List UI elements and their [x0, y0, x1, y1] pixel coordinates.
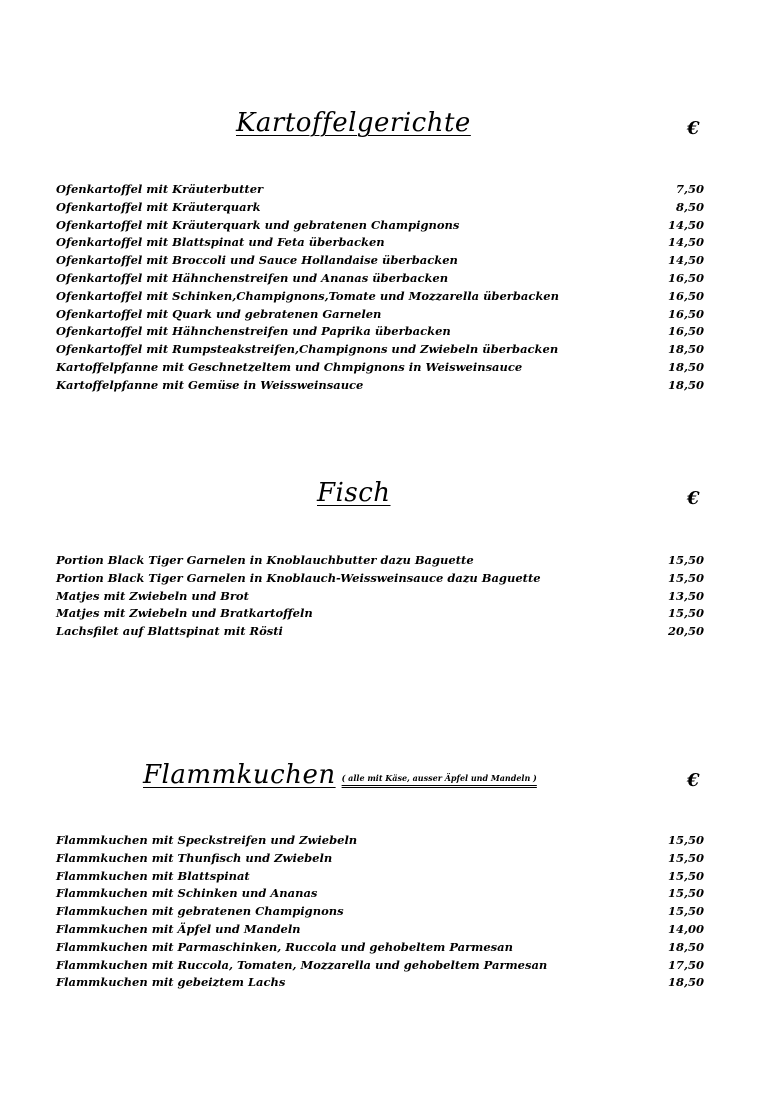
menu-item-price: 8,50	[675, 199, 704, 214]
menu-item-name: Matjes mit Zwiebeln und Brot	[56, 588, 249, 603]
menu-item-name: Ofenkartoffel mit Schinken,Champignons,Tomate und Mozzarella überbacken	[56, 288, 559, 303]
menu-item-name: Ofenkartoffel mit Kräuterquark	[56, 199, 261, 214]
menu-item-price: 15,50	[667, 570, 704, 585]
menu-item-price: 16,50	[667, 270, 704, 285]
menu-list	[56, 181, 704, 395]
menu-list	[56, 832, 704, 992]
menu-item-price: 14,50	[667, 235, 704, 250]
menu-item-price: 17,50	[667, 957, 704, 972]
menu-item-price: 18,50	[667, 342, 704, 357]
section-title	[143, 760, 537, 790]
menu-item-name: Ofenkartoffel mit Broccoli und Sauce Hollandaise überbacken	[56, 253, 458, 268]
menu-item-name: Matjes mit Zwiebeln und Bratkartoffeln	[56, 606, 313, 621]
menu-item-name: Ofenkartoffel mit Kräuterquark und gebratenen Champignons	[56, 217, 460, 232]
menu-item-name: Flammkuchen mit Speckstreifen und Zwiebeln	[56, 833, 358, 847]
menu-item-price: 7,50	[675, 182, 704, 196]
menu-item	[56, 359, 704, 377]
menu-item	[56, 552, 704, 570]
menu-item	[56, 850, 704, 868]
menu-item-price: 15,50	[667, 868, 704, 883]
menu-item	[56, 588, 704, 606]
menu-item	[56, 341, 704, 359]
menu-item	[56, 323, 704, 341]
menu-item	[56, 252, 704, 270]
menu-item-price: 16,50	[667, 324, 704, 339]
menu-item	[56, 605, 704, 623]
menu-item-price: 16,50	[667, 306, 704, 321]
menu-item	[56, 270, 704, 288]
menu-item	[56, 957, 704, 975]
currency-symbol: €	[687, 488, 700, 509]
menu-item	[56, 974, 704, 992]
section-header	[0, 478, 768, 518]
menu-item-price: 15,50	[667, 553, 704, 567]
menu-item-price: 14,50	[667, 217, 704, 232]
menu-item	[56, 377, 704, 395]
menu-item-price: 15,50	[667, 904, 704, 919]
menu-item	[56, 306, 704, 324]
menu-item	[56, 832, 704, 850]
menu-item-name: Flammkuchen mit gebratenen Champignons	[56, 904, 344, 919]
menu-item-price: 18,50	[667, 377, 704, 392]
menu-item-price: 15,50	[667, 606, 704, 621]
menu-item-name: Kartoffelpfanne mit Gemüse in Weissweinsauce	[56, 377, 364, 392]
menu-item	[56, 903, 704, 921]
menu-item-name: Flammkuchen mit Äpfel und Mandeln	[56, 921, 301, 936]
menu-item-name: Ofenkartoffel mit Quark und gebratenen Garnelen	[56, 306, 382, 321]
menu-item-price: 14,50	[667, 253, 704, 268]
menu-item	[56, 234, 704, 252]
menu-item-name: Flammkuchen mit Parmaschinken, Ruccola und gehobeltem Parmesan	[56, 939, 513, 954]
menu-item	[56, 623, 704, 641]
menu-item-name: Flammkuchen mit Blattspinat	[56, 868, 250, 883]
section-header	[0, 760, 768, 800]
menu-item	[56, 885, 704, 903]
menu-item	[56, 921, 704, 939]
menu-item-name: Ofenkartoffel mit Rumpsteakstreifen,Champignons und Zwiebeln überbacken	[56, 342, 559, 357]
section-note: ( alle mit Käse, ausser Äpfel und Mandeln )	[341, 773, 537, 783]
menu-item-name: Flammkuchen mit gebeiztem Lachs	[56, 975, 286, 990]
menu-item-name: Flammkuchen mit Ruccola, Tomaten, Mozzarella und gehobeltem Parmesan	[56, 957, 548, 972]
menu-item-name: Portion Black Tiger Garnelen in Knoblauchbutter dazu Baguette	[56, 553, 474, 567]
menu-item-name: Ofenkartoffel mit Hähnchenstreifen und Ananas überbacken	[56, 270, 449, 285]
menu-item-price: 13,50	[667, 588, 704, 603]
menu-item-price: 16,50	[667, 288, 704, 303]
menu-item-name: Flammkuchen mit Thunfisch und Zwiebeln	[56, 850, 333, 865]
menu-list	[56, 552, 704, 641]
menu-item	[56, 570, 704, 588]
menu-item-name: Portion Black Tiger Garnelen in Knoblauch-Weissweinsauce dazu Baguette	[56, 570, 541, 585]
menu-item	[56, 217, 704, 235]
menu-item-price: 15,50	[667, 850, 704, 865]
menu-item-name: Ofenkartoffel mit Kräuterbutter	[56, 182, 264, 196]
menu-item-name: Flammkuchen mit Schinken und Ananas	[56, 886, 318, 901]
menu-item-name: Kartoffelpfanne mit Geschnetzeltem und Chmpignons in Weisweinsauce	[56, 359, 523, 374]
menu-item-price: 15,50	[667, 833, 704, 847]
menu-item-price: 18,50	[667, 939, 704, 954]
menu-item-price: 18,50	[667, 975, 704, 990]
currency-symbol: €	[687, 770, 700, 791]
menu-item-price: 15,50	[667, 886, 704, 901]
menu-item	[56, 199, 704, 217]
section-title-text: Flammkuchen	[143, 760, 336, 790]
menu-item-price: 14,00	[667, 921, 704, 936]
menu-item-name: Lachsfilet auf Blattspinat mit Rösti	[56, 624, 283, 639]
section-header	[0, 108, 768, 148]
currency-symbol: €	[687, 118, 700, 139]
menu-item	[56, 868, 704, 886]
menu-item	[56, 288, 704, 306]
section-title: Kartoffelgerichte	[236, 108, 471, 138]
menu-item-name: Ofenkartoffel mit Hähnchenstreifen und Paprika überbacken	[56, 324, 451, 339]
menu-item	[56, 181, 704, 199]
menu-item-name: Ofenkartoffel mit Blattspinat und Feta überbacken	[56, 235, 385, 250]
menu-item	[56, 939, 704, 957]
section-title: Fisch	[317, 478, 391, 508]
menu-item-price: 20,50	[667, 624, 704, 639]
menu-item-price: 18,50	[667, 359, 704, 374]
